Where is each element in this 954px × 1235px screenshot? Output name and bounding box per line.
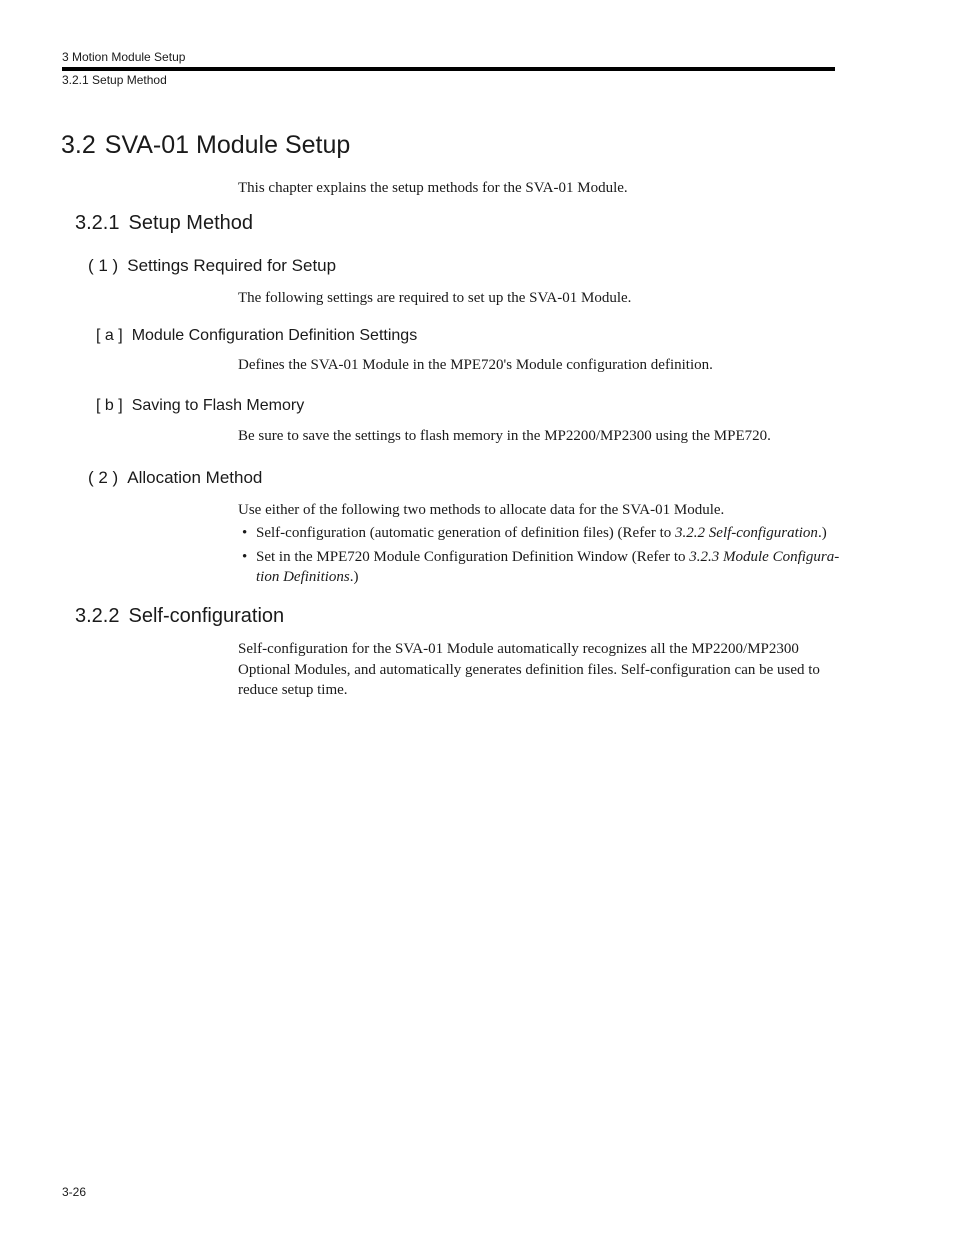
page-title-number: 3.2 [61,131,96,159]
self-config-line-3: reduce setup time. [238,682,348,698]
heading-a-number: [ a ] [96,327,123,344]
page-title-text: SVA-01 Module Setup [104,131,351,159]
bullet-1-end: .) [817,525,827,541]
heading-3-2-2-title: Self-configuration [128,605,285,627]
bullet-2-text: Set in the MPE720 Module Configuration Definition Window (Refer to [256,549,690,565]
heading-1-settings-required [88,256,336,276]
bullet-1-reference: 3.2.2 Self-configuration [675,525,818,541]
bullet-2-reference-a: 3.2.3 Module Configura- [689,549,840,565]
heading-2-title: Allocation Method [127,468,263,487]
settings-required-paragraph: The following settings are required to set up the SVA-01 Module. [238,290,632,306]
heading-1-number: ( 1 ) [88,256,119,275]
heading-3-2-1 [75,212,253,235]
heading-3-2-1-title: Setup Method [128,212,254,234]
bullet-2-end: .) [349,569,359,585]
heading-b-flash-memory [96,397,304,415]
heading-2-allocation-method [88,468,262,488]
heading-a-module-config [96,327,417,345]
heading-a-title: Module Configuration Definition Settings [131,327,418,344]
running-header-section: 3.2.1 Setup Method [62,73,167,87]
bullet-item-self-configuration [242,523,827,543]
self-configuration-paragraph [238,639,820,701]
intro-paragraph: This chapter explains the setup methods for the SVA-01 Module. [238,180,628,196]
bullet-2-reference-b: tion Definitions [256,569,350,585]
header-rule [62,67,835,71]
heading-3-2-1-number: 3.2.1 [75,212,120,234]
module-config-paragraph: Defines the SVA-01 Module in the MPE720's Module configuration definition. [238,357,713,373]
bullet-item-definition-window [242,547,839,587]
flash-memory-paragraph: Be sure to save the settings to flash memory in the MP2200/MP2300 using the MPE720. [238,428,771,444]
page-number: 3-26 [62,1185,87,1199]
heading-3-2-2 [75,605,284,628]
heading-b-title: Saving to Flash Memory [131,397,305,414]
bullet-icon: • [242,549,248,565]
heading-2-number: ( 2 ) [88,468,119,487]
bullet-icon: • [242,525,248,541]
heading-3-2-2-number: 3.2.2 [75,605,120,627]
self-config-line-1: Self-configuration for the SVA-01 Module automatically recognizes all the MP2200/MP2300 [238,641,799,657]
heading-1-title: Settings Required for Setup [127,256,337,275]
allocation-paragraph: Use either of the following two methods to allocate data for the SVA-01 Module. [238,502,725,518]
bullet-1-text: Self-configuration (automatic generation of definition files) (Refer to [256,525,676,541]
heading-b-number: [ b ] [96,397,123,414]
running-header-chapter: 3 Motion Module Setup [62,50,186,64]
self-config-line-2: Optional Modules, and automatically generates definition files. Self-configuration can be used to [238,661,820,678]
page-title [61,131,350,160]
